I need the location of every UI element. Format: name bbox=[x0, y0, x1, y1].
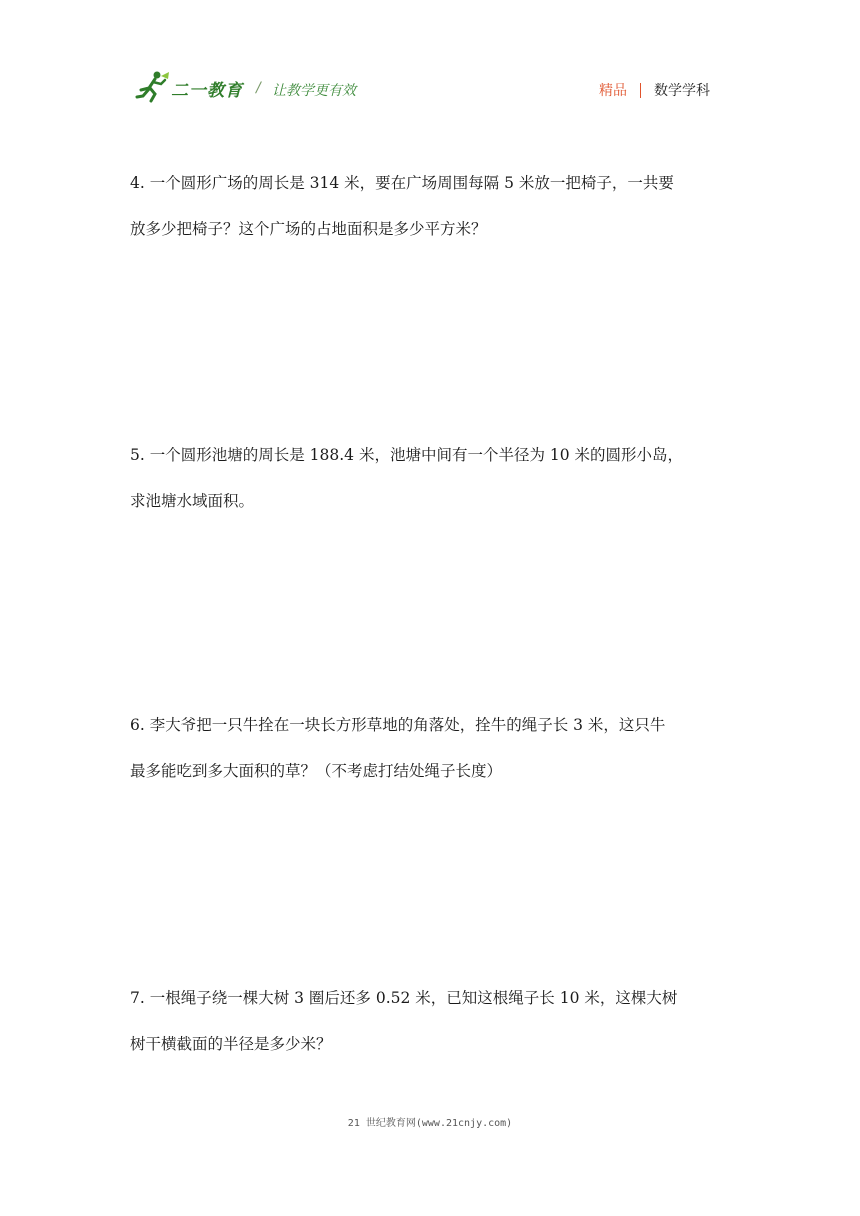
slogan-separator: / bbox=[256, 80, 261, 96]
question-line: 求池塘水域面积。 bbox=[130, 492, 255, 510]
question-6 bbox=[130, 702, 730, 794]
logo-text: 二一教育 bbox=[171, 81, 243, 101]
runner-logo-icon bbox=[135, 70, 171, 104]
slogan: 让教学更有效 bbox=[272, 83, 356, 99]
question-5 bbox=[130, 432, 730, 524]
question-line: 6. 李大爷把一只牛拴在一块长方形草地的角落处，拴牛的绳子长 3 米，这只牛 bbox=[130, 716, 666, 734]
header-tags bbox=[599, 80, 710, 100]
question-line: 放多少把椅子？这个广场的占地面积是多少平方米？ bbox=[130, 220, 487, 238]
question-line: 最多能吃到多大面积的草？（不考虑打结处绳子长度） bbox=[130, 762, 503, 780]
question-line: 7. 一根绳子绕一棵大树 3 圈后还多 0.52 米，已知这根绳子长 10 米，这棵大树 bbox=[130, 989, 678, 1007]
logo bbox=[135, 70, 255, 104]
question-4 bbox=[130, 160, 730, 252]
question-line: 树干横截面的半径是多少米？ bbox=[130, 1035, 332, 1053]
page-header bbox=[0, 0, 860, 130]
subject-tag: 数学学科 bbox=[654, 83, 710, 99]
question-line: 5. 一个圆形池塘的周长是 188.4 米，池塘中间有一个半径为 10 米的圆形小岛， bbox=[130, 446, 684, 464]
question-line: 4. 一个圆形广场的周长是 314 米，要在广场周围每隔 5 米放一把椅子，一共要 bbox=[130, 174, 674, 192]
tag-divider bbox=[640, 83, 641, 98]
page-footer: 21 世纪教育网(www.21cnjy.com) bbox=[347, 1118, 513, 1129]
question-7 bbox=[130, 975, 730, 1067]
quality-tag: 精品 bbox=[599, 83, 627, 99]
